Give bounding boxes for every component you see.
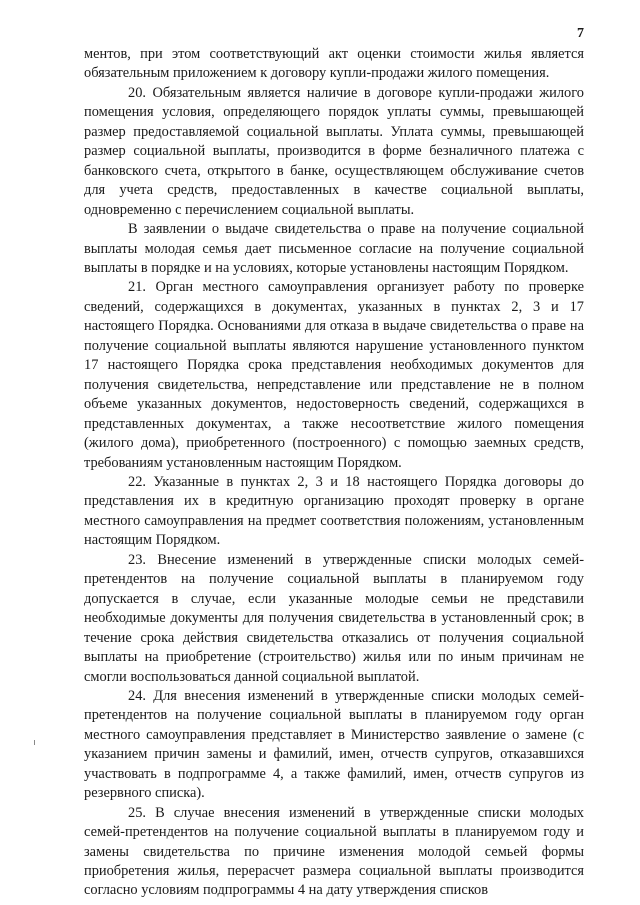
body-text — [84, 45, 584, 901]
scan-artifact — [34, 740, 35, 745]
paragraph: 24. Для внесения изменений в утвержденные списки молодых семей-претендентов на получение социальной выплаты в планируемом году орган местного самоуправления представляет в Министерство заявление о замене (с указанием причин замены и фамилий, имен, отчеств супругов, отказавшихся участвовать в подпрограмме 4, а также фамилий, имен, отчеств супругов из резервного списка). — [84, 687, 584, 802]
paragraph: 23. Внесение изменений в утвержденные списки молодых семей-претендентов на получение социальной выплаты в планируемом году допускается в случае, если указанные молодые семьи не представили необходимые документы для получения свидетельства в установленный срок; в течение срока действия свидетельства отказались от получения социальной выплаты на приобретение (строительство) жилья или по иным причинам не смогли воспользоваться данной социальной выплатой. — [84, 551, 584, 685]
paragraph: ментов, при этом соответствующий акт оценки стоимости жилья является обязательным приложением к договору купли-продажи жилого помещения. — [84, 46, 584, 82]
paragraph: 25. В случае внесения изменений в утвержденные списки молодых семей-претендентов на получение социальной выплаты в планируемом году и замены свидетельства по причине изменения молодой семьей формы приобретения жилья, перерасчет размера социальной выплаты производится согласно условиям подпрограммы 4 на дату утверждения списков — [84, 804, 584, 899]
paragraph: 20. Обязательным является наличие в договоре купли-продажи жилого помещения условия, определяющего порядок уплаты суммы, превышающей размер предоставляемой социальной выплаты. Уплата суммы, превышающей размер социальной выплаты, производится в форме безналичного платежа с банковского счета, открытого в банке, осуществляющем обслуживание счетов для учета средств, предоставленных в качестве социальной выплаты, одновременно с перечислением социальной выплаты. — [84, 84, 584, 218]
paragraph: В заявлении о выдаче свидетельства о праве на получение социальной выплаты молодая семья дает письменное согласие на получение социальной выплаты в порядке и на условиях, которые установлены настоящим Порядком. — [84, 221, 584, 276]
paragraph: 21. Орган местного самоуправления организует работу по проверке сведений, содержащихся в документах, указанных в пунктах 2, 3 и 17 настоящего Порядка. Основаниями для отказа в выдаче свидетельства о праве на получение социальной выплаты являются нарушение установленного пунктом 17 настоящего Порядка срока представления необходимых документов для получения свидетельства, непредставление или представление не в полном объеме указанных документов, недостоверность сведений, содержащихся в представленных документах, а также несоответствие жилого помещения (жилого дома), приобретенного (построенного) с помощью заемных средств, требованиям установленным настоящим Порядком. — [84, 279, 584, 471]
page-number: 7 — [577, 26, 584, 41]
paragraph: 22. Указанные в пунктах 2, 3 и 18 настоящего Порядка договоры до представления их в кредитную организацию проходят проверку в органе местного самоуправления на предмет соответствия положениям, установленным настоящим Порядком. — [84, 473, 584, 549]
